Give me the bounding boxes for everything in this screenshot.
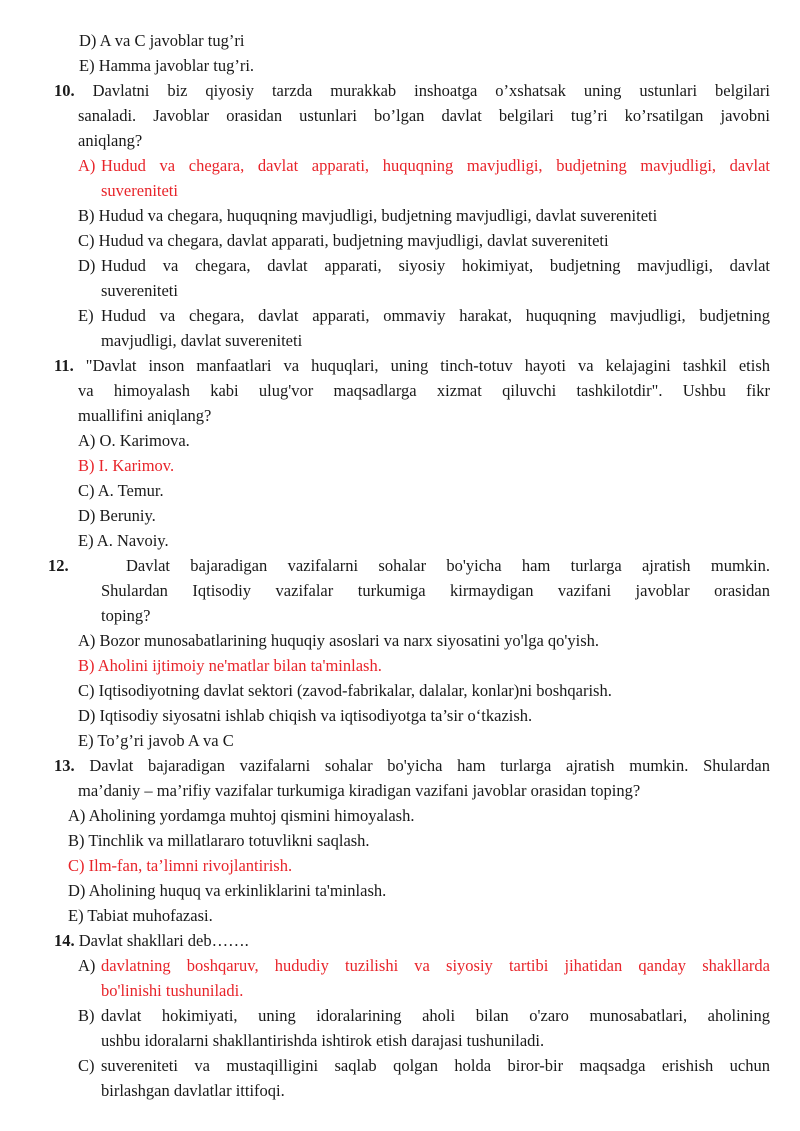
q13-option-a: A) Aholining yordamga muhtoj qismini himoyalash. (68, 806, 415, 825)
q10-option-d-line-1: Hudud va chegara, davlat apparati, siyosiy hokimiyat, budjetning mavjudligi, davlat (101, 256, 770, 275)
q13-option-e: E) Tabiat muhofazasi. (68, 906, 213, 925)
q10-option-a-label: A) (78, 156, 96, 175)
q11-option-a: A) O. Karimova. (78, 431, 190, 450)
q14-option-c-label: C) (78, 1056, 95, 1075)
q11-text-line-1: 11. "Davlat inson manfaatlari va huquqlari, uning tinch-totuv hayoti va kelajagini tashkil etish (54, 356, 770, 375)
q14-option-a-line-1: davlatning boshqaruv, hududiy tuzilishi va siyosiy tartibi jihatidan qanday shakllarda (101, 956, 770, 975)
q11-number: 11. (54, 356, 74, 375)
q9-option-d: D) A va C javoblar tug’ri (79, 31, 245, 50)
q11-option-b: B) I. Karimov. (78, 456, 175, 475)
q14-option-a-line-2: bo'linishi tushuniladi. (101, 981, 244, 1000)
q14-option-b-line-1: davlat hokimiyati, uning idoralarining aholi bilan o'zaro munosabatlari, aholining (101, 1006, 770, 1025)
q13-text-line-1: 13. Davlat bajaradigan vazifalarni sohalar bo'yicha ham turlarga ajratish mumkin. Shulardan (54, 756, 770, 775)
q11-option-e: E) A. Navoiy. (78, 531, 169, 550)
q10-text-line-1: 10. Davlatni biz qiyosiy tarzda murakkab inshoatga o’xshatsak uning ustunlari belgilari (54, 81, 771, 100)
q14-number: 14. (54, 931, 75, 950)
q11-option-d: D) Beruniy. (78, 506, 156, 525)
q12-option-a: A) Bozor munosabatlarining huquqiy asoslari va narx siyosatini yo'lga qo'yish. (78, 631, 600, 650)
q13-option-b: B) Tinchlik va millatlararo totuvlikni saqlash. (68, 831, 370, 850)
q10-text-line-3: aniqlang? (78, 131, 143, 150)
q10-option-e-line-2: mavjudligi, davlat suvereniteti (101, 331, 303, 350)
q10-option-c: C) Hudud va chegara, davlat apparati, budjetning mavjudligi, davlat suvereniteti (78, 231, 609, 250)
q10-option-d-label: D) (78, 256, 96, 275)
q10-option-a-line-2: suvereniteti (101, 181, 178, 200)
q14-option-b-label: B) (78, 1006, 95, 1025)
q14-option-c-line-1: suvereniteti va mustaqilligini saqlab qolgan holda biror-bir maqsadga erishish uchun (101, 1056, 770, 1075)
q10-text-line-2: sanaladi. Javoblar orasidan ustunlari bo’lgan davlat belgilari tug’ri ko’rsatilgan javobni (78, 106, 770, 125)
q10-option-e-line-1: Hudud va chegara, davlat apparati, ommaviy harakat, huquqning mavjudligi, budjetning (101, 306, 770, 325)
q13-option-d: D) Aholining huquq va erkinliklarini ta'minlash. (68, 881, 387, 900)
q11-option-c: C) A. Temur. (78, 481, 164, 500)
q12-option-b: B) Aholini ijtimoiy ne'matlar bilan ta'minlash. (78, 656, 382, 675)
q12-text-line-1: Davlat bajaradigan vazifalarni sohalar bo'yicha ham turlarga ajratish mumkin. (126, 556, 770, 575)
q12-text-line-3: toping? (101, 606, 151, 625)
q14-option-c-line-2: birlashgan davlatlar ittifoqi. (101, 1081, 285, 1100)
q14-option-b-line-2: ushbu idoralarni shakllantirishda ishtirok etish darajasi tushuniladi. (101, 1031, 545, 1050)
q12-option-c: C) Iqtisodiyotning davlat sektori (zavod-fabrikalar, dalalar, konlar)ni boshqarish. (78, 681, 612, 700)
q11-text-line-3: muallifini aniqlang? (78, 406, 212, 425)
q11-text-line-2: va himoyalash kabi ulug'vor maqsadlarga xizmat qiluvchi tashkilotdir". Ushbu fikr (78, 381, 770, 400)
q14-option-a-label: A) (78, 956, 96, 975)
q10-option-a-line-1: Hudud va chegara, davlat apparati, huquqning mavjudligi, budjetning mavjudligi, davlat (101, 156, 770, 175)
q10-option-b: B) Hudud va chegara, huquqning mavjudligi, budjetning mavjudligi, davlat suvereniteti (78, 206, 658, 225)
q9-option-e: E) Hamma javoblar tug’ri. (79, 56, 255, 75)
q13-number: 13. (54, 756, 75, 775)
q12-number: 12. (48, 556, 69, 575)
q12-text-line-2: Shulardan Iqtisodiy vazifalar turkumiga kirmaydigan vazifani javoblar orasidan (101, 581, 770, 600)
q10-option-e-label: E) (78, 306, 94, 325)
q12-option-e: E) To’g’ri javob A va C (78, 731, 234, 750)
q13-option-c: C) Ilm-fan, ta’limni rivojlantirish. (68, 856, 293, 875)
q14-text: 14. Davlat shakllari deb……. (54, 931, 249, 950)
q10-number: 10. (54, 81, 75, 100)
q12-option-d: D) Iqtisodiy siyosatni ishlab chiqish va iqtisodiyotga ta’sir o‘tkazish. (78, 706, 533, 725)
q13-text-line-2: ma’daniy – ma’rifiy vazifalar turkumiga kiradigan vazifani javoblar orasidan toping? (78, 781, 641, 800)
q10-option-d-line-2: suvereniteti (101, 281, 178, 300)
